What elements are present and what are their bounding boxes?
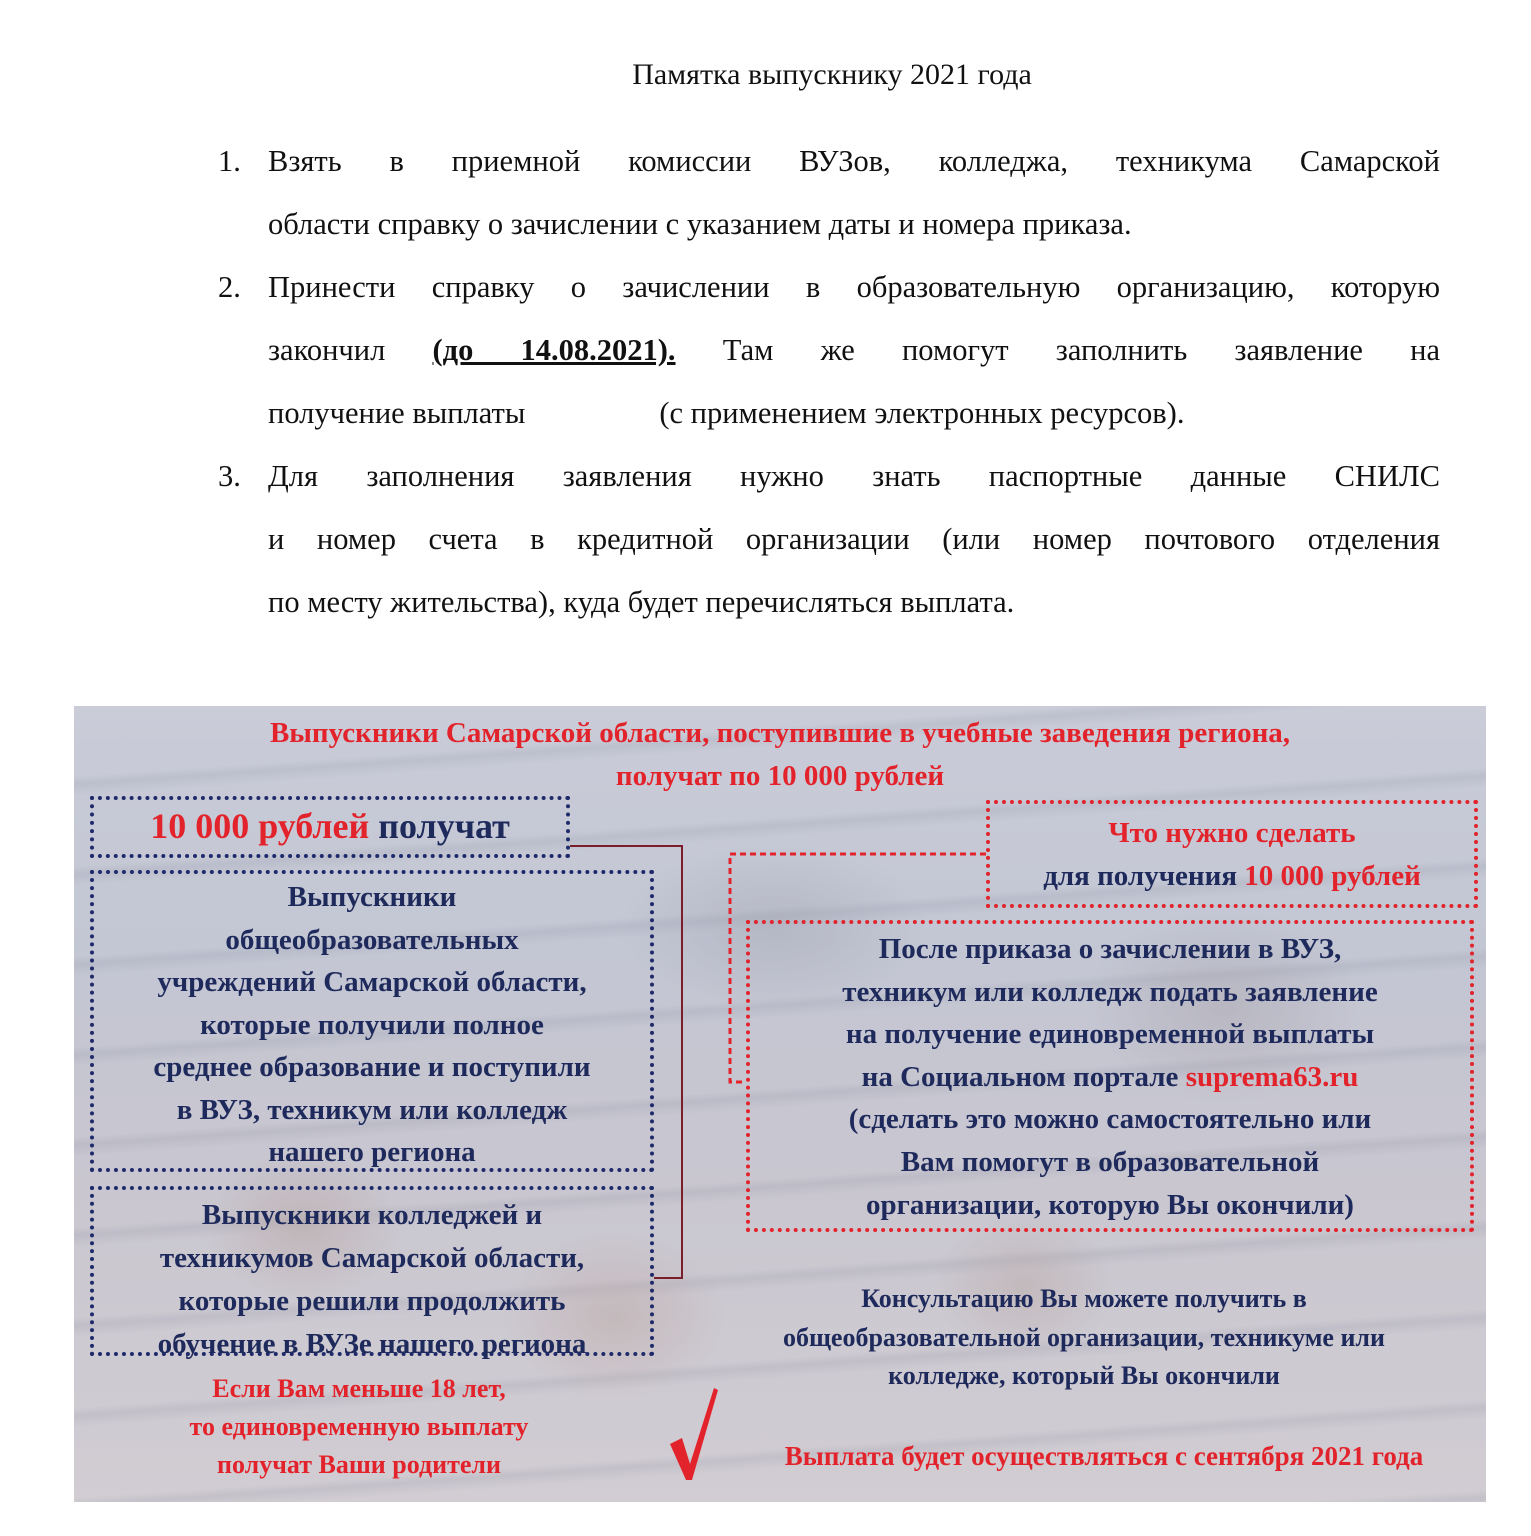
text-line: Вам помогут в образовательной: [900, 1145, 1320, 1178]
school-graduates-box: [90, 870, 654, 1172]
text-line: Консультацию Вы можете получить в: [861, 1284, 1307, 1313]
item-text-fragment: закончил: [268, 333, 433, 367]
item-text-line: и номер счета в кредитной организации (или номер почтового отделения: [268, 522, 1440, 556]
what-to-do-box: [986, 800, 1478, 908]
text-fragment: на Социальном портале: [861, 1060, 1186, 1093]
text-line: нашего региона: [268, 1136, 476, 1168]
college-graduates-box: [90, 1186, 654, 1360]
text-line: [990, 855, 1474, 898]
checkmark-icon: [668, 1386, 720, 1482]
text-line: учреждений Самарской области,: [157, 966, 587, 998]
item-number: 1.: [218, 144, 241, 178]
item-text-fragment: (с применением электронных ресурсов).: [659, 396, 1185, 430]
amount-box: [90, 796, 570, 858]
text-line: Если Вам меньше 18 лет,: [212, 1374, 506, 1403]
minor-note: [114, 1370, 604, 1484]
text-line: общеобразовательных: [225, 923, 519, 956]
amount-label: получат: [369, 806, 510, 846]
item-text-line: Для заполнения заявления нужно знать паспортные данные СНИЛС: [268, 459, 1440, 493]
text-line: организации, которую Вы окончили): [866, 1188, 1354, 1221]
consultation-note: [714, 1280, 1454, 1396]
text-line: техникумов Самарской области,: [159, 1242, 585, 1274]
item-text-line: по месту жительства), куда будет перечисляться выплата.: [268, 585, 1015, 619]
text-line: то единовременную выплату: [189, 1412, 529, 1441]
instruction-list: [218, 130, 1440, 634]
text-line: [750, 1056, 1470, 1099]
text-fragment: для получения: [1043, 860, 1245, 892]
text-line: техникум или колледж подать заявление: [842, 975, 1378, 1008]
portal-link[interactable]: suprema63.ru: [1185, 1060, 1359, 1093]
text-line: среднее образование и поступили: [153, 1051, 591, 1083]
item-text-fragment: получение выплаты: [268, 396, 526, 430]
text-line: Выпускники колледжей и: [201, 1199, 543, 1231]
banner-title: [74, 712, 1486, 798]
amount-value: 10 000 рублей: [1244, 860, 1421, 892]
amount-value: 10 000 рублей: [150, 806, 370, 846]
item-number: 2.: [218, 270, 241, 304]
item-text-line: Принести справку о зачислении в образовательную организацию, которую: [268, 270, 1440, 304]
item-text-line: [268, 396, 1184, 430]
text-line: (сделать это можно самостоятельно или: [848, 1103, 1372, 1136]
list-item-2: [218, 256, 1440, 445]
application-steps-box: [746, 920, 1474, 1232]
banner-title-line: Выпускники Самарской области, поступившие в учебные заведения региона,: [269, 717, 1291, 749]
deadline-date: (до 14.08.2021).: [432, 333, 676, 367]
list-item-3: [218, 445, 1440, 634]
banner-title-line: получат по 10 000 рублей: [615, 760, 945, 792]
text-line: получат Ваши родители: [217, 1450, 501, 1479]
text-line: общеобразовательной организации, техникуме или: [782, 1322, 1385, 1352]
text-line: которые получили полное: [200, 1008, 544, 1041]
payout-date-note: Выплата будет осуществляться с сентября 2021 года: [784, 1441, 1424, 1471]
text-line: которые решили продолжить: [178, 1285, 566, 1317]
text-line: на получение единовременной выплаты: [845, 1018, 1375, 1051]
text-line: колледже, который Вы окончили: [888, 1361, 1280, 1390]
item-text-line: [268, 319, 1440, 382]
text-line: Что нужно сделать: [1108, 817, 1356, 849]
item-text-line: Взять в приемной комиссии ВУЗов, колледжа, техникума Самарской: [268, 144, 1440, 178]
item-text-fragment: Там же помогут заполнить заявление на: [675, 333, 1440, 367]
text-line: обучение в ВУЗе нашего региона: [157, 1328, 587, 1360]
info-banner: [74, 706, 1486, 1502]
document-title: Памятка выпускнику 2021 года: [632, 58, 1032, 91]
text-line: Выпускники: [287, 881, 457, 913]
item-text-line: области справку о зачислении с указанием даты и номера приказа.: [268, 207, 1132, 241]
text-line: После приказа о зачислении в ВУЗ,: [878, 933, 1342, 965]
item-number: 3.: [218, 459, 241, 493]
list-item-1: [218, 130, 1440, 256]
text-line: в ВУЗ, техникум или колледж: [176, 1093, 568, 1126]
